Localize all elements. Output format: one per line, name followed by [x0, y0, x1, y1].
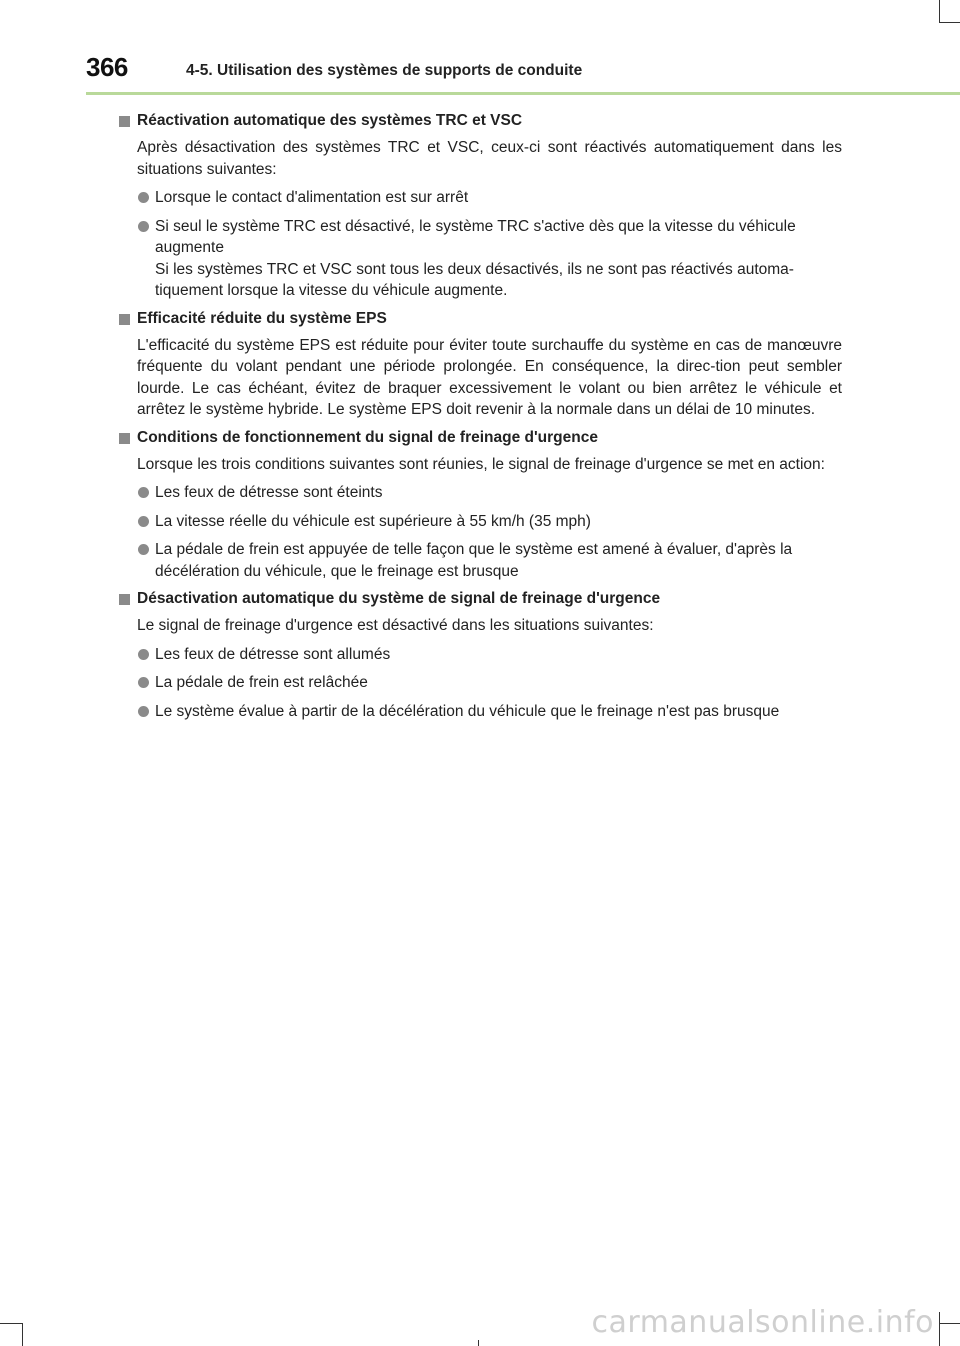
section-trc-vsc-reactivation — [118, 110, 842, 302]
circle-bullet-icon — [138, 221, 149, 232]
section-paragraph: Lorsque les trois conditions suivantes sont réunies, le signal de freinage d'urgence se met en action: — [137, 455, 825, 473]
list-item: Lorsque le contact d'alimentation est sur arrêt — [137, 187, 842, 209]
crop-mark — [939, 0, 940, 22]
watermark: carmanualsonline.info — [591, 1305, 934, 1340]
crop-mark — [0, 1323, 22, 1324]
page-content — [118, 106, 842, 722]
header-rule — [86, 92, 960, 95]
section-title: Désactivation automatique du système de signal de freinage d'urgence — [118, 588, 842, 610]
square-bullet-icon — [119, 594, 130, 605]
page-number: 366 — [86, 52, 128, 82]
square-bullet-icon — [119, 116, 130, 127]
circle-bullet-icon — [138, 544, 149, 555]
square-bullet-icon — [119, 314, 130, 325]
list-item: Les feux de détresse sont allumés — [137, 644, 842, 666]
crop-mark — [939, 1323, 960, 1324]
list-item: La vitesse réelle du véhicule est supérieure à 55 km/h (35 mph) — [137, 511, 842, 533]
section-emergency-brake-signal-deactivation — [118, 588, 842, 722]
chapter-title: 4-5. Utilisation des systèmes de supports de conduite — [186, 62, 583, 79]
section-title: Réactivation automatique des systèmes TRC et VSC — [118, 110, 842, 132]
circle-bullet-icon — [138, 649, 149, 660]
list-item: Si seul le système TRC est désactivé, le système TRC s'active dès que la vitesse du véhicule augmente Si les systèmes TRC et VSC sont tous les deux désactivés, ils ne sont pas réactivés automa-tiquement lorsque la vitesse du véhicule augmente. — [137, 216, 842, 302]
list-item: Les feux de détresse sont éteints — [137, 482, 842, 504]
section-emergency-brake-signal-conditions — [118, 427, 842, 583]
square-bullet-icon — [119, 433, 130, 444]
crop-mark — [22, 1323, 23, 1346]
section-eps-reduced — [118, 308, 842, 421]
list-item: Le système évalue à partir de la décélération du véhicule que le freinage n'est pas brusque — [137, 701, 842, 723]
list-item: La pédale de frein est relâchée — [137, 672, 842, 694]
crop-mark — [939, 1312, 940, 1346]
section-paragraph: Le signal de freinage d'urgence est désactivé dans les situations suivantes: — [137, 617, 654, 634]
circle-bullet-icon — [138, 516, 149, 527]
list-item: La pédale de frein est appuyée de telle façon que le système est amené à évaluer, d'après la décélération du véhicule, que le freinage est brusque — [137, 539, 842, 582]
crop-mark — [939, 22, 960, 23]
crop-mark — [478, 1340, 479, 1346]
circle-bullet-icon — [138, 487, 149, 498]
section-paragraph: Après désactivation des systèmes TRC et VSC, ceux-ci sont réactivés automatiquement dans les situations suivantes: — [137, 139, 842, 178]
circle-bullet-icon — [138, 677, 149, 688]
section-title: Conditions de fonctionnement du signal de freinage d'urgence — [118, 427, 842, 449]
section-paragraph: L'efficacité du système EPS est réduite pour éviter toute surchauffe du système en cas de manœuvre fréquente du volant pendant une période prolongée. En conséquence, la direc-tion peut sembler lourde. Le cas échéant, évitez de braquer excessivement le volant ou bien arrêtez le véhicule et arrêtez le système hybride. Le système EPS doit revenir à la normale dans un délai de 10 minutes. — [137, 336, 842, 418]
circle-bullet-icon — [138, 192, 149, 203]
circle-bullet-icon — [138, 706, 149, 717]
section-title: Efficacité réduite du système EPS — [118, 308, 842, 330]
